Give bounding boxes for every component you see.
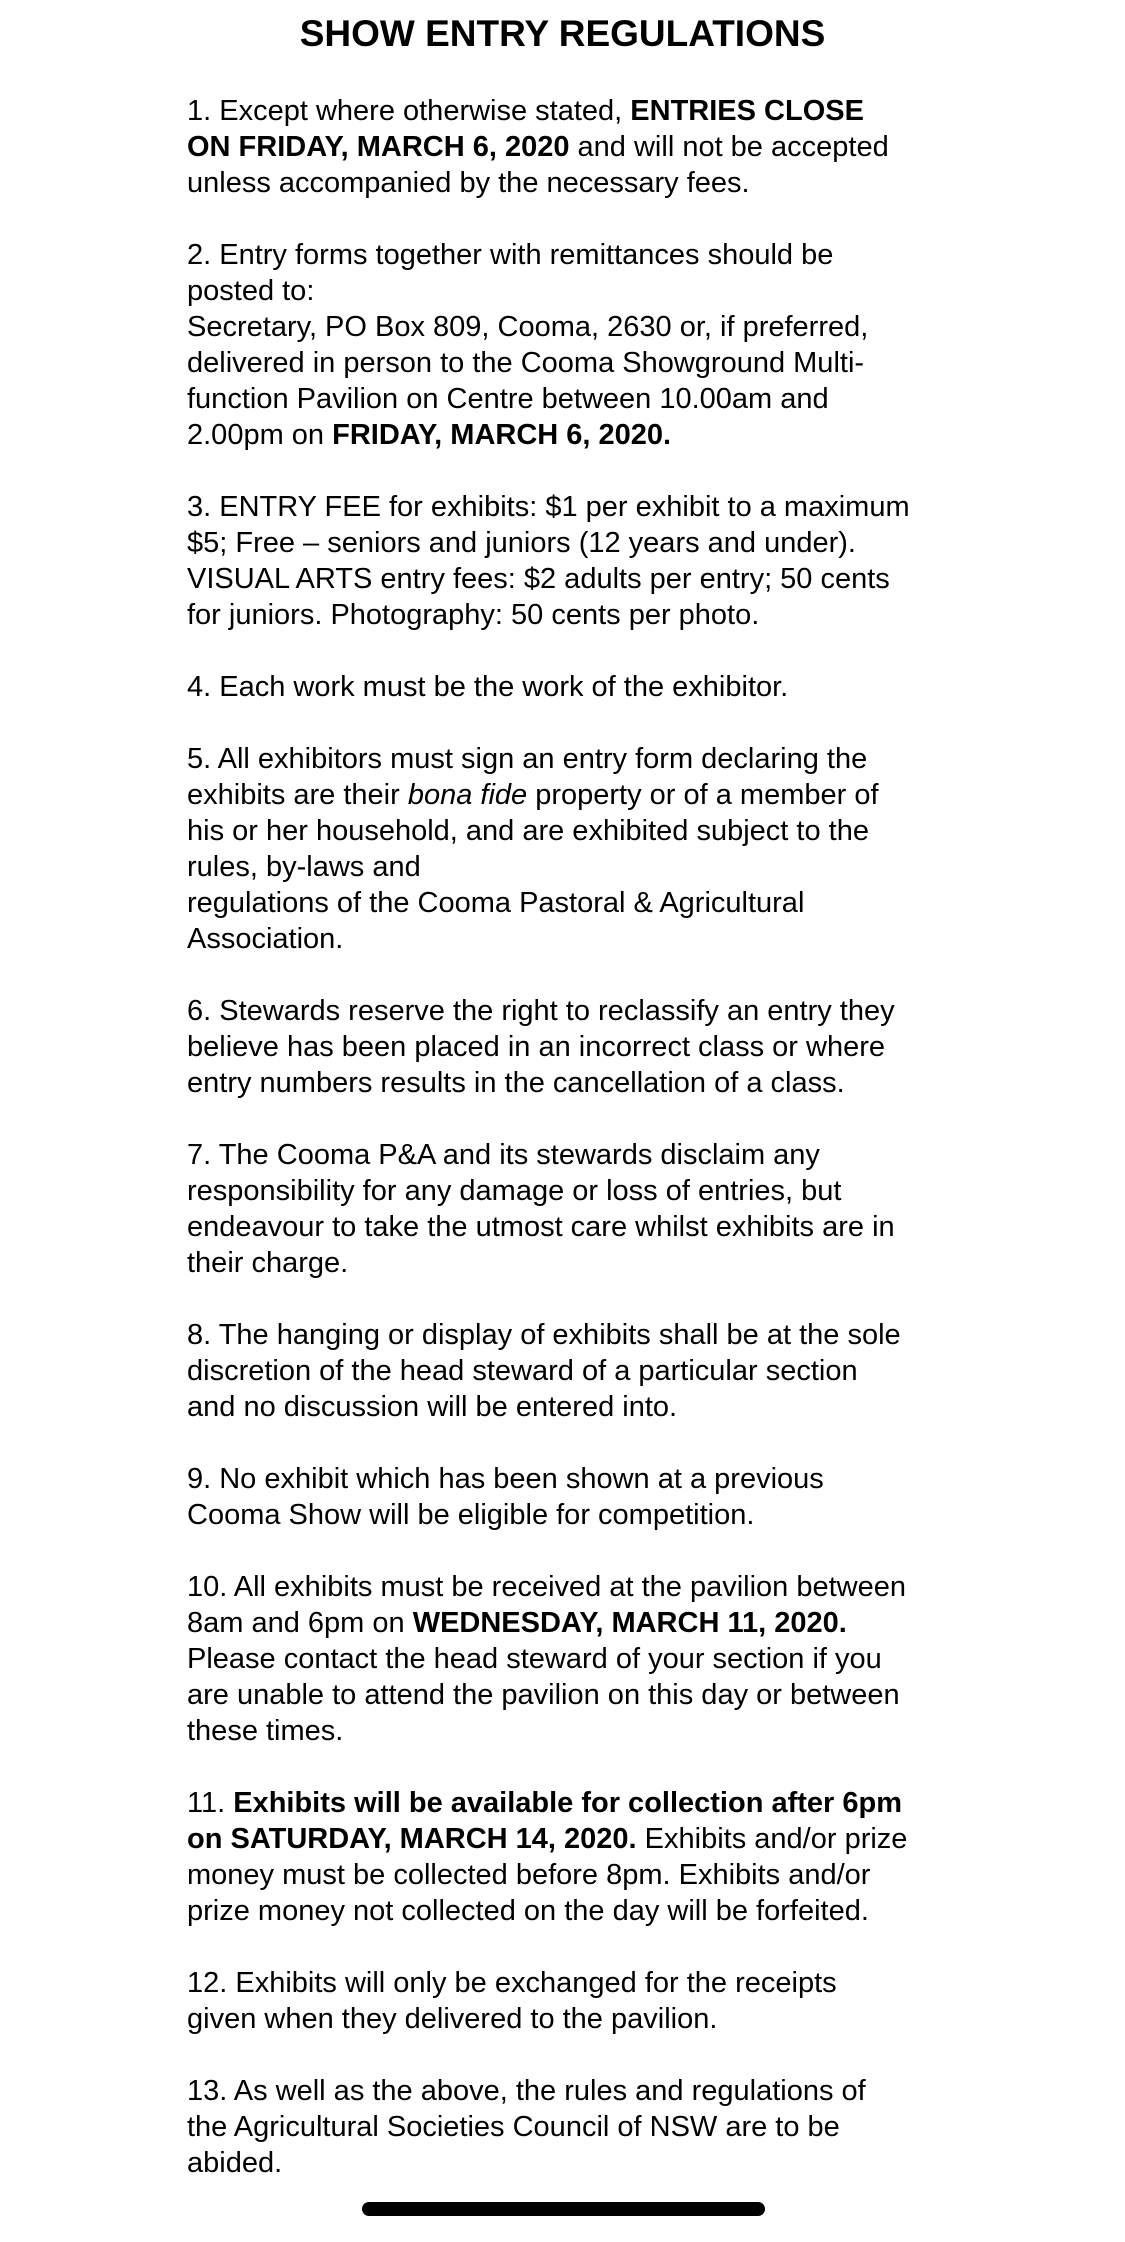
regulation-text: their charge. — [187, 1247, 349, 1279]
regulation-line — [187, 1461, 967, 1497]
regulation-text: 11. — [187, 1787, 234, 1819]
page-title: SHOW ENTRY REGULATIONS — [299, 13, 826, 54]
regulation-line — [187, 129, 967, 165]
regulation-line — [187, 1641, 967, 1677]
regulation-line — [187, 1389, 967, 1425]
regulation-text: function Pavilion on Centre between 10.00am and — [187, 383, 829, 415]
regulation-text: the Agricultural Societies Council of NSW are to be — [187, 2111, 840, 2143]
regulation-text: 9. No exhibit which has been shown at a previous — [187, 1463, 824, 1495]
regulation-text: VISUAL ARTS entry fees: $2 adults per entry; 50 cents — [187, 563, 890, 595]
regulation-line — [187, 2073, 967, 2109]
regulation-line — [187, 1965, 967, 2001]
regulation-text: for juniors. Photography: 50 cents per photo. — [187, 599, 760, 631]
regulation-text: 4. Each work must be the work of the exhibitor. — [187, 671, 789, 703]
regulation-text: endeavour to take the utmost care whilst exhibits are in — [187, 1211, 895, 1243]
regulation-text: responsibility for any damage or loss of entries, but — [187, 1175, 842, 1207]
regulation-text: 5. All exhibitors must sign an entry form declaring the — [187, 743, 868, 775]
regulation-item — [187, 741, 967, 957]
regulation-text: abided. — [187, 2147, 283, 2179]
regulation-text: money must be collected before 8pm. Exhibits and/or — [187, 1859, 871, 1891]
regulation-line — [187, 1137, 967, 1173]
regulation-text: discretion of the head steward of a particular section — [187, 1355, 858, 1387]
regulation-text: 7. The Cooma P&A and its stewards disclaim any — [187, 1139, 820, 1171]
regulation-text: Please contact the head steward of your section if you — [187, 1643, 882, 1675]
regulation-line — [187, 489, 967, 525]
regulation-line — [187, 417, 967, 453]
regulation-text: prize money not collected on the day will be forfeited. — [187, 1895, 869, 1927]
regulation-item — [187, 1137, 967, 1281]
regulation-line — [187, 1353, 967, 1389]
regulation-line — [187, 1209, 967, 1245]
regulation-item — [187, 1569, 967, 1749]
regulation-item — [187, 2073, 967, 2181]
regulation-item — [187, 1317, 967, 1425]
regulation-line — [187, 1173, 967, 1209]
regulation-item — [187, 489, 967, 633]
regulation-text: property or of a member of — [527, 779, 879, 811]
regulation-text: rules, by-laws and — [187, 851, 421, 883]
regulation-line — [187, 741, 967, 777]
regulation-text: Secretary, PO Box 809, Cooma, 2630 or, if preferred, — [187, 311, 869, 343]
regulation-line — [187, 1569, 967, 1605]
regulation-line — [187, 1245, 967, 1281]
regulation-text: unless accompanied by the necessary fees. — [187, 167, 750, 199]
regulation-item — [187, 1461, 967, 1533]
regulation-text: 1. Except where otherwise stated, — [187, 95, 631, 127]
regulation-line — [187, 921, 967, 957]
regulation-text: posted to: — [187, 275, 315, 307]
regulation-line — [187, 1713, 967, 1749]
regulation-text: Exhibits and/or prize — [636, 1823, 908, 1855]
regulation-line — [187, 381, 967, 417]
regulation-text: 3. ENTRY FEE for exhibits: $1 per exhibit to a maximum — [187, 491, 910, 523]
regulation-text: 6. Stewards reserve the right to reclassify an entry they — [187, 995, 895, 1027]
regulation-item — [187, 1785, 967, 1929]
regulation-text: 8am and 6pm on — [187, 1607, 413, 1639]
regulation-text: 8. The hanging or display of exhibits shall be at the sole — [187, 1319, 901, 1351]
regulation-text: 2.00pm on — [187, 419, 333, 451]
regulation-line — [187, 1605, 967, 1641]
home-indicator[interactable] — [362, 2202, 765, 2216]
regulation-line — [187, 165, 967, 201]
regulation-text: Cooma Show will be eligible for competition. — [187, 1499, 755, 1531]
regulation-line — [187, 561, 967, 597]
regulation-line — [187, 525, 967, 561]
regulation-text: believe has been placed in an incorrect class or where — [187, 1031, 886, 1063]
regulation-text: delivered in person to the Cooma Showground Multi- — [187, 347, 865, 379]
regulation-line — [187, 1029, 967, 1065]
regulation-line — [187, 1857, 967, 1893]
regulation-text: and will not be accepted — [569, 131, 889, 163]
regulation-text: these times. — [187, 1715, 344, 1747]
regulation-line — [187, 1317, 967, 1353]
bold-text: ENTRIES CLOSE — [630, 95, 864, 127]
regulation-line — [187, 237, 967, 273]
regulation-text: entry numbers results in the cancellation of a class. — [187, 1067, 845, 1099]
regulation-item — [187, 669, 967, 705]
bold-text: on SATURDAY, MARCH 14, 2020. — [187, 1823, 637, 1855]
regulation-item — [187, 93, 967, 201]
regulation-text: are unable to attend the pavilion on this day or between — [187, 1679, 900, 1711]
regulation-line — [187, 1677, 967, 1713]
regulation-line — [187, 1893, 967, 1929]
regulation-line — [187, 2001, 967, 2037]
regulation-item — [187, 1965, 967, 2037]
regulation-line — [187, 1821, 967, 1857]
regulation-text: 12. Exhibits will only be exchanged for the receipts — [187, 1967, 837, 1999]
regulation-text: and no discussion will be entered into. — [187, 1391, 678, 1423]
regulation-text: exhibits are their — [187, 779, 408, 811]
regulation-line — [187, 1065, 967, 1101]
regulation-line — [187, 669, 967, 705]
regulation-line — [187, 2109, 967, 2145]
regulation-line — [187, 1497, 967, 1533]
regulation-line — [187, 885, 967, 921]
bold-text: FRIDAY, MARCH 6, 2020. — [332, 419, 672, 451]
regulation-line — [187, 849, 967, 885]
regulations-list — [187, 93, 967, 2181]
regulation-item — [187, 237, 967, 453]
regulation-line — [187, 813, 967, 849]
regulation-line — [187, 993, 967, 1029]
regulation-text: 13. As well as the above, the rules and regulations of — [187, 2075, 866, 2107]
regulation-text: regulations of the Cooma Pastoral & Agricultural — [187, 887, 805, 919]
regulation-text: 10. All exhibits must be received at the pavilion between — [187, 1571, 906, 1603]
bold-text: ON FRIDAY, MARCH 6, 2020 — [187, 131, 570, 163]
regulation-line — [187, 345, 967, 381]
regulation-text: 2. Entry forms together with remittances should be — [187, 239, 834, 271]
regulation-line — [187, 1785, 967, 1821]
regulation-text: given when they delivered to the pavilion. — [187, 2003, 718, 2035]
regulation-line — [187, 777, 967, 813]
bold-text: Exhibits will be available for collection after 6pm — [233, 1787, 903, 1819]
regulation-line — [187, 2145, 967, 2181]
regulation-text: his or her household, and are exhibited subject to the — [187, 815, 869, 847]
regulation-item — [187, 993, 967, 1101]
regulation-text: Association. — [187, 923, 344, 955]
italic-text: bona fide — [407, 779, 528, 811]
regulation-line — [187, 309, 967, 345]
regulation-line — [187, 597, 967, 633]
regulation-line — [187, 273, 967, 309]
bold-text: WEDNESDAY, MARCH 11, 2020. — [412, 1607, 847, 1639]
regulation-text: $5; Free – seniors and juniors (12 years and under). — [187, 527, 856, 559]
regulation-line — [187, 93, 967, 129]
